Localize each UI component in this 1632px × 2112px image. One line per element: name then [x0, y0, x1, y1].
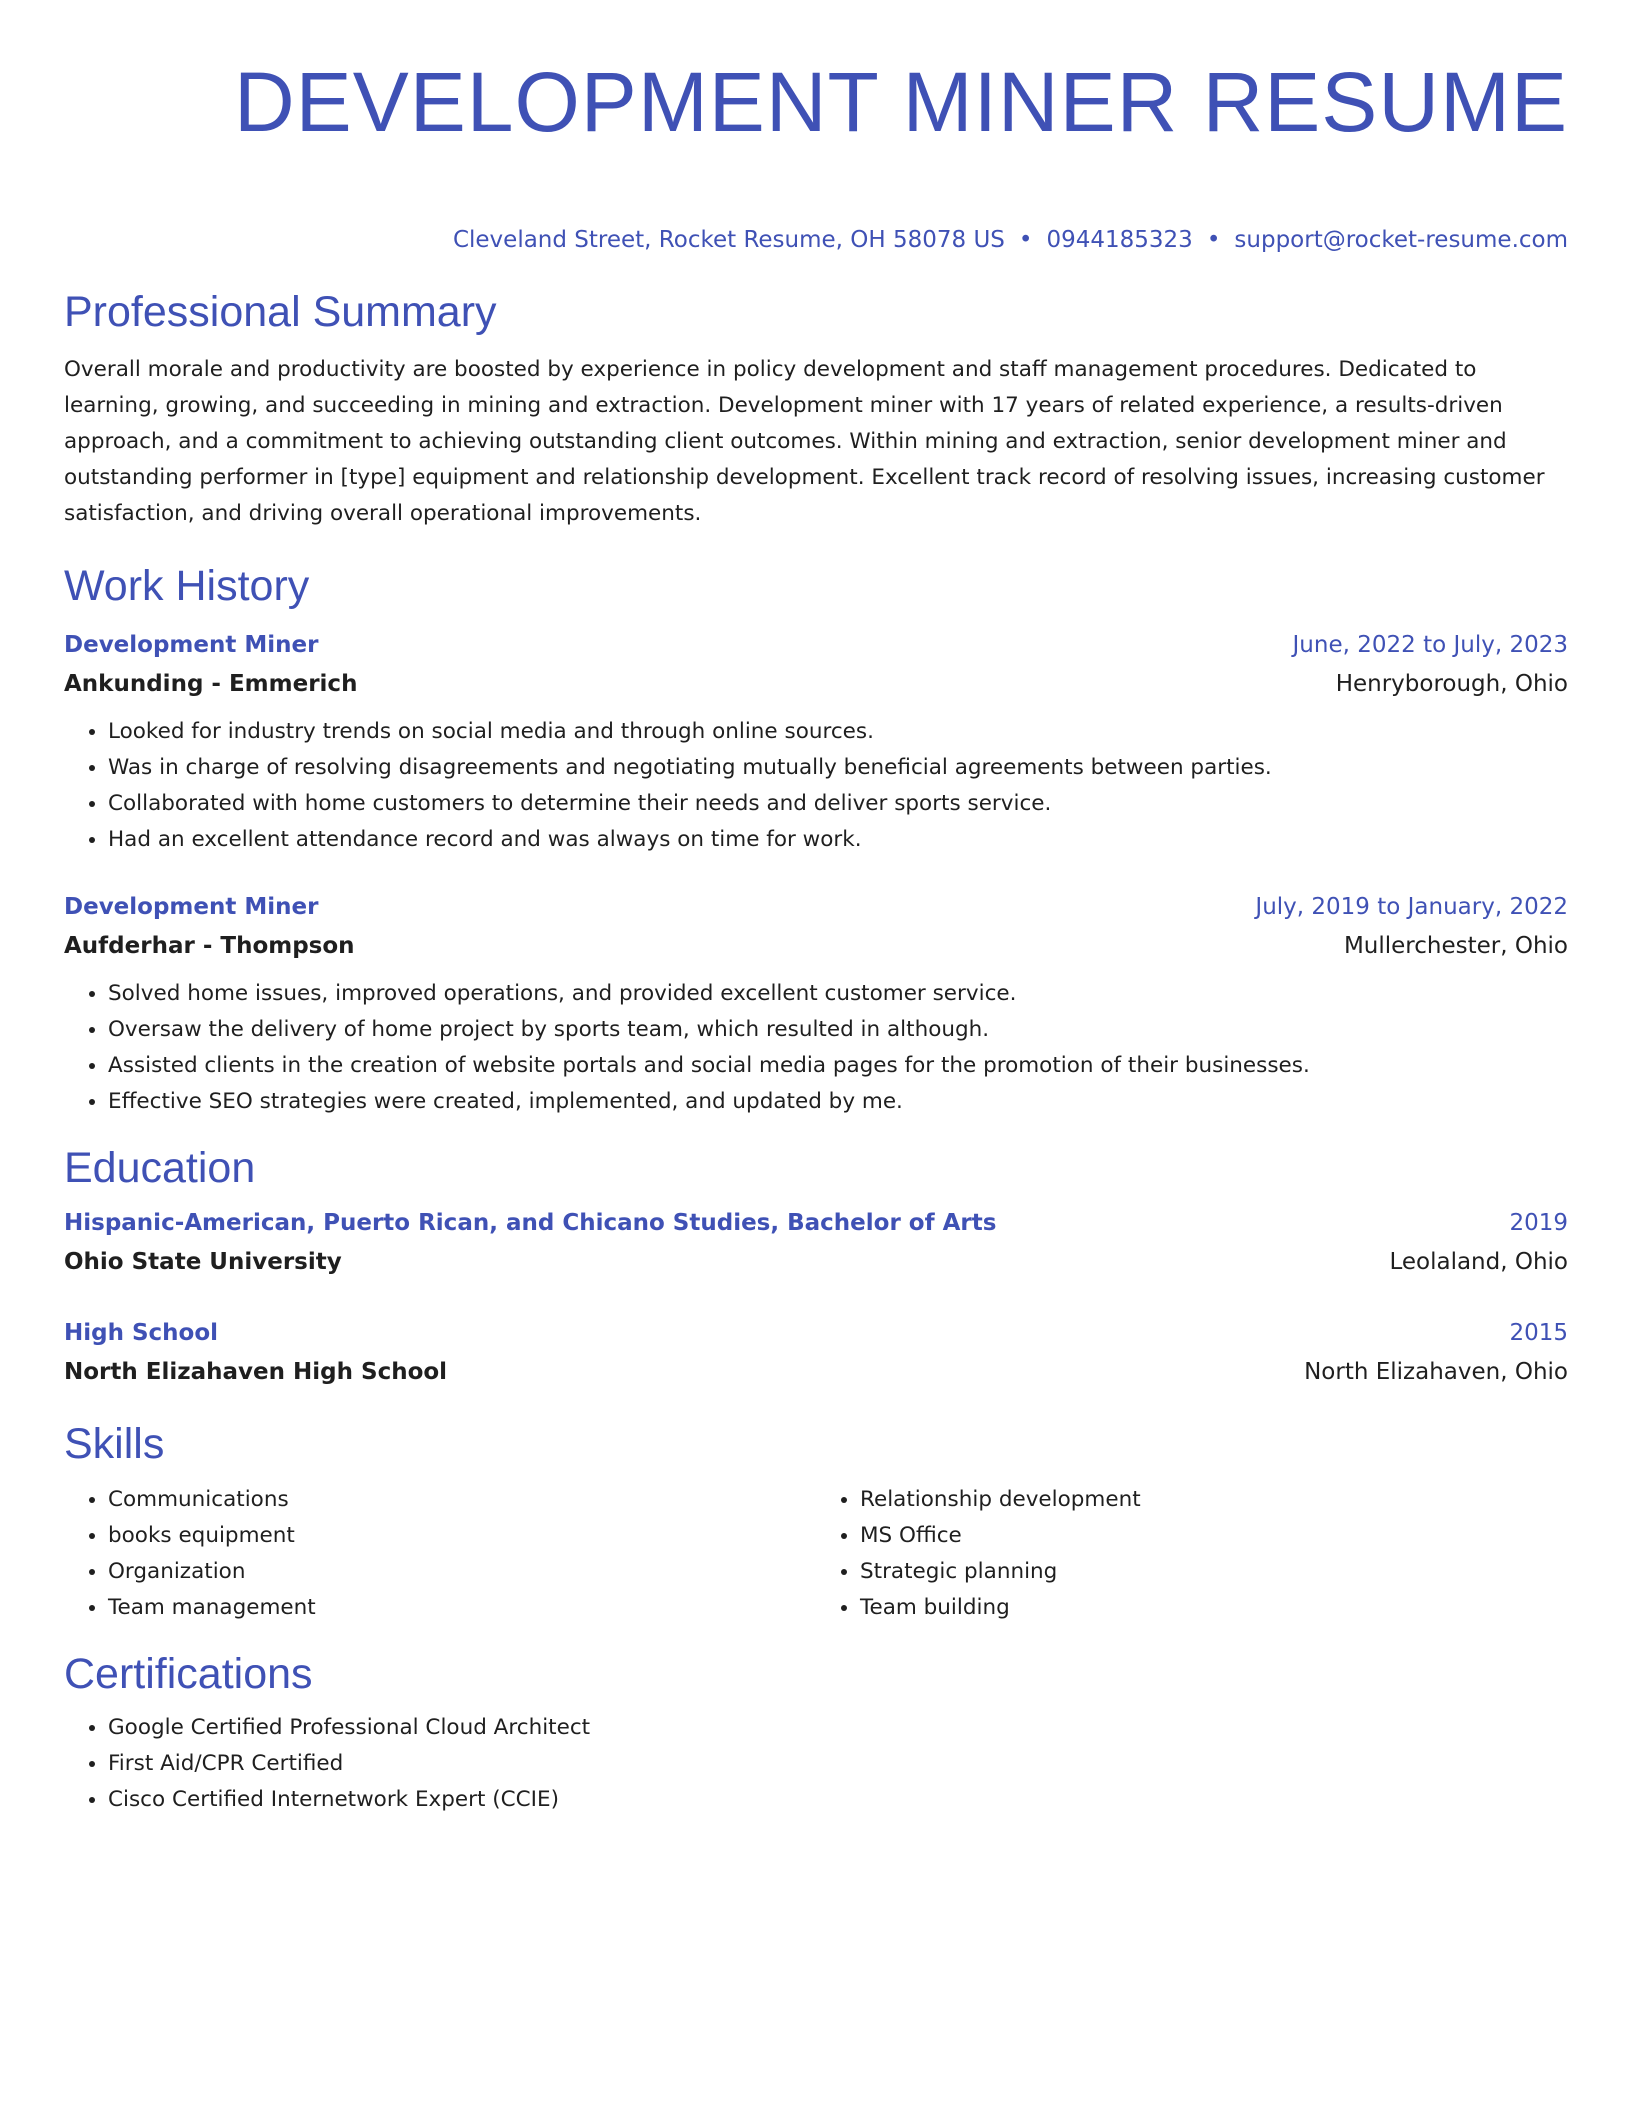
education-degree-row [64, 1314, 1568, 1352]
education-heading: Education [64, 1144, 256, 1192]
work-history-heading: Work History [64, 562, 310, 610]
job-bullet: • Assisted clients in the creation of website portals and social media pages for the promotion of their businesses. [108, 1048, 1568, 1084]
skills-column-right [816, 1482, 1568, 1626]
job-title: Development Miner [64, 894, 319, 920]
skills-heading: Skills [64, 1420, 165, 1468]
resume-header [64, 50, 1568, 256]
education-school: Ohio State University [64, 1249, 342, 1275]
skill-item: • Team building [860, 1590, 1568, 1626]
job-bullet: • Effective SEO strategies were created, implemented, and updated by me. [108, 1084, 1568, 1120]
job-bullet: • Was in charge of resolving disagreements and negotiating mutually beneficial agreements between parties. [108, 750, 1568, 786]
job-bullet: • Oversaw the delivery of home project by sports team, which resulted in although. [108, 1012, 1568, 1048]
job-header-row [64, 888, 1568, 926]
contact-address: Cleveland Street, Rocket Resume, OH 58078 US [452, 227, 1005, 253]
summary-text: Overall morale and productivity are boosted by experience in policy development and staff management procedures. Dedicated to learning, growing, and succeeding in mining and extraction. Development miner with 17 years of related experience, a results-driven approach, and a commitment to achieving outstanding client outcomes. Within mining and extraction, senior development miner and outstanding performer in [type] equipment and relationship development. Excellent track record of resolving issues, increasing customer satisfaction, and driving overall operational improvements. [64, 357, 1545, 526]
certification-item: • Google Certified Professional Cloud Architect [108, 1710, 1568, 1746]
summary-heading: Professional Summary [64, 288, 497, 336]
education-school-row [64, 1242, 1568, 1282]
job-bullet: • Solved home issues, improved operations, and provided excellent customer service. [108, 976, 1568, 1012]
job-header-row [64, 626, 1568, 664]
job-location: Henryborough, Ohio [1335, 671, 1568, 697]
education-entry [64, 1314, 1568, 1392]
certification-item: • Cisco Certified Internetwork Expert (CCIE) [108, 1782, 1568, 1818]
job-company-row [64, 664, 1568, 704]
job-company-row [64, 926, 1568, 966]
education-degree-row [64, 1204, 1568, 1242]
education-location: North Elizahaven, Ohio [1304, 1359, 1568, 1385]
education-school: North Elizahaven High School [64, 1359, 448, 1385]
skills-column-left [64, 1482, 816, 1626]
job-bullet: • Looked for industry trends on social media and through online sources. [108, 714, 1568, 750]
skills-grid [64, 1482, 1568, 1626]
job-bullet: • Collaborated with home customers to determine their needs and deliver sports service. [108, 786, 1568, 822]
job-title: Development Miner [64, 632, 319, 658]
skill-item: • Relationship development [860, 1482, 1568, 1518]
job-bullet: • Had an excellent attendance record and was always on time for work. [108, 822, 1568, 858]
contact-separator: • [1018, 227, 1033, 253]
job-bullets [64, 714, 1568, 858]
skill-item: • Strategic planning [860, 1554, 1568, 1590]
education-location: Leolaland, Ohio [1389, 1249, 1568, 1275]
contact-line [64, 224, 1568, 256]
skill-item: • MS Office [860, 1518, 1568, 1554]
certifications-list [64, 1710, 1568, 1818]
contact-separator: • [1206, 227, 1221, 253]
education-year: 2015 [1509, 1320, 1568, 1346]
job-company: Ankunding - Emmerich [64, 671, 358, 697]
education-entry [64, 1204, 1568, 1282]
certification-item: • First Aid/CPR Certified [108, 1746, 1568, 1782]
resume-name: DEVELOPMENT MINER RESUME [234, 55, 1568, 149]
education-degree: Hispanic-American, Puerto Rican, and Chicano Studies, Bachelor of Arts [64, 1210, 997, 1236]
job-bullets [64, 976, 1568, 1120]
education-school-row [64, 1352, 1568, 1392]
job-dates: July, 2019 to January, 2022 [1255, 894, 1568, 920]
education-year: 2019 [1509, 1210, 1568, 1236]
contact-phone: 0944185323 [1046, 227, 1193, 253]
skill-item: • books equipment [108, 1518, 816, 1554]
job-entry [64, 888, 1568, 1120]
job-location: Mullerchester, Ohio [1343, 933, 1568, 959]
job-dates: June, 2022 to July, 2023 [1292, 632, 1568, 658]
education-degree: High School [64, 1320, 219, 1346]
skill-item: • Communications [108, 1482, 816, 1518]
skill-item: • Team management [108, 1590, 816, 1626]
job-company: Aufderhar - Thompson [64, 933, 355, 959]
contact-email: support@rocket-resume.com [1234, 227, 1568, 253]
skill-item: • Organization [108, 1554, 816, 1590]
job-entry [64, 626, 1568, 858]
certifications-heading: Certifications [64, 1650, 313, 1698]
